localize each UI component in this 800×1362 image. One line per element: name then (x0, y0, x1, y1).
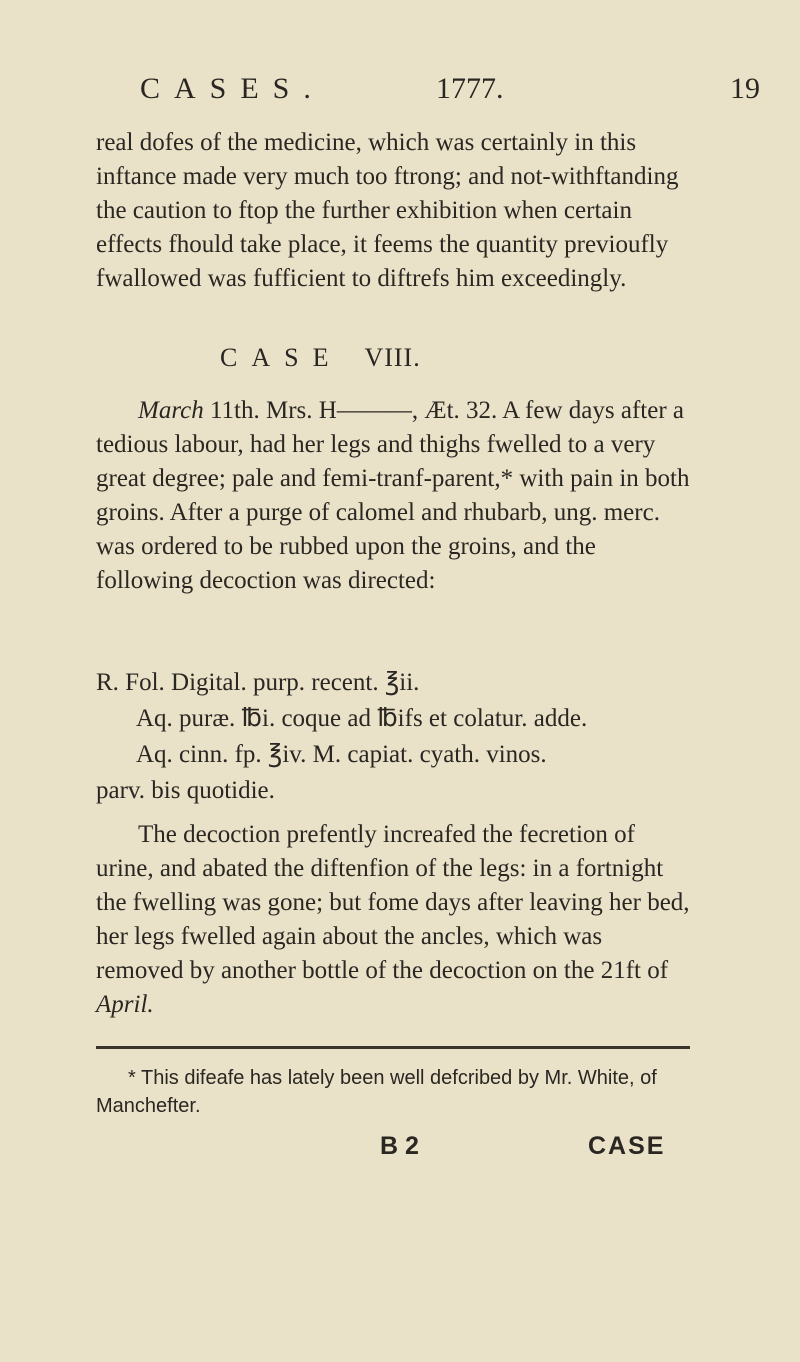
result-text: The decoction prefently increafed the fecretion of urine, and abated the diftenfion of the legs: in a fortnight the fwelling was gone; but fome days after leaving her bed, her legs fwelled again about the ancles, which was removed by another bottle of the decoction on the 21ft of (96, 821, 690, 984)
case-intro-text: 11th. Mrs. H———, Æt. 32. A few days after a tedious labour, had her legs and thighs fwelled to a very great degree; pale and femi-tranf-parent,* with pain in both groins. After a purge of calomel and rhubarb, ung. merc. was ordered to be rubbed upon the groins, and the following decoction was directed: (96, 397, 690, 594)
prescription-line: parv. bis quotidie. (96, 777, 275, 804)
signature-mark: B 2 (380, 1132, 419, 1160)
running-header (140, 72, 760, 112)
header-year: 1777. (436, 72, 504, 105)
case-heading-number: VIII. (364, 343, 421, 372)
footnote: * This difeafe has lately been well defcribed by Mr. White, of Manchefter. (96, 1067, 657, 1117)
result-month: April. (96, 991, 154, 1018)
case-heading (220, 343, 421, 373)
continuation-paragraph: real dofes of the medicine, which was certainly in this inftance made very much too ftrong; and not-withftanding the caution to ftop the further exhibition when certain effects fhould take place, it feems the quantity previoufly fwallowed was fufficient to diftrefs him exceedingly. (96, 129, 679, 292)
catchword: CASE (588, 1132, 666, 1160)
page-footer (0, 1132, 800, 1172)
page-number: 19 (730, 72, 760, 105)
case-intro-paragraph (96, 394, 690, 598)
case-heading-label: CASE (220, 343, 343, 372)
case-date: March (138, 397, 204, 424)
prescription-line: Aq. puræ. ℔i. coque ad ℔ifs et colatur. adde. (136, 705, 588, 732)
prescription (96, 665, 696, 809)
prescription-line: R. Fol. Digital. purp. recent. ℥ii. (96, 669, 420, 696)
running-title: CASES. (140, 72, 325, 105)
footnote-rule (96, 1046, 690, 1049)
prescription-line: Aq. cinn. fp. ℥iv. M. capiat. cyath. vinos. (136, 741, 547, 768)
result-paragraph (96, 818, 690, 1022)
